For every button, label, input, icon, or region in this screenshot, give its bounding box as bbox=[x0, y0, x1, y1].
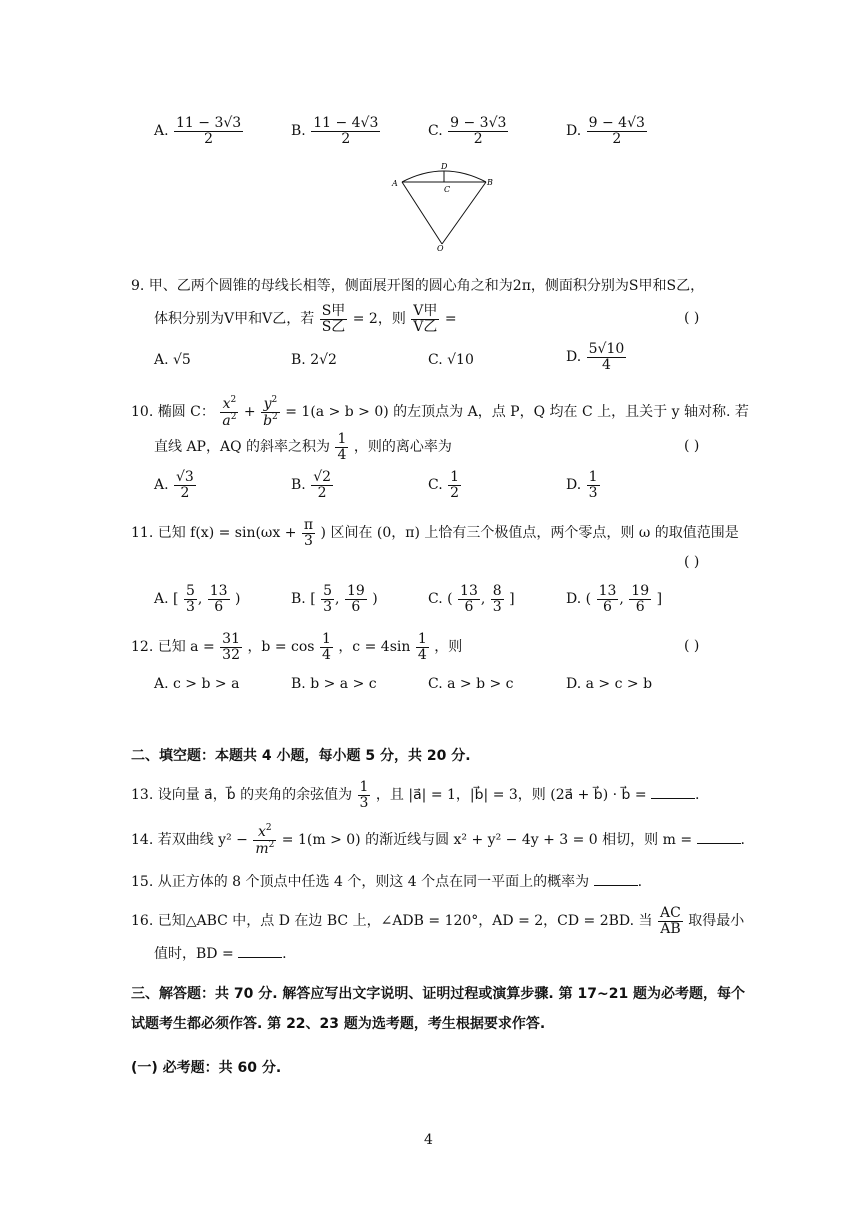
q8-option-c: C. $\frac{9 - 3√3}{2}$ bbox=[428, 115, 507, 147]
q10-line1: 10. 椭圆 C： $\frac{x^2}{a^2}$ + $\frac{y^2}{b^2}$ = 1(a > b > 0) 的左顶点为 A，点 P，Q 均在 C 上，且关于 y 轴对称. 若 bbox=[131, 395, 749, 429]
q12-line1: 12. 已知 a = $\frac{31}{32}$ ，b = cos $\frac{1}{4}$ ，c = 4sin $\frac{1}{4}$ ，则 bbox=[131, 631, 463, 663]
section3-subheading: (一) 必考题：共 60 分. bbox=[131, 1060, 282, 1076]
point-o-label: O bbox=[437, 244, 444, 252]
q10-option-a: A. $\frac{√3}{2}$ bbox=[154, 469, 194, 501]
q11-line1: 11. 已知 f(x) = sin(ωx + $\frac{\pi}{3}$ ) 区间在 (0，π) 上恰有三个极值点，两个零点，则 ω 的取值范围是 bbox=[131, 517, 739, 549]
q16-line2: 值时，BD = . bbox=[154, 946, 287, 962]
q13-line: 13. 设向量 a⃗，b⃗ 的夹角的余弦值为 $\frac{1}{3}$ ，且 |a⃗| = 1，|b⃗| = 3，则 (2a⃗ + b⃗) · b⃗ = . bbox=[131, 779, 700, 811]
q16-line1: 16. 已知△ABC 中，点 D 在边 BC 上，∠ADB = 120°，AD = 2，CD = 2BD. 当 $\frac{AC}{AB}$ 取得最小 bbox=[131, 905, 745, 937]
section3-heading-line2: 试题考生都必须作答. 第 22、23 题为选考题，考生根据要求作答. bbox=[131, 1016, 546, 1032]
q10-option-c: C. $\frac{1}{2}$ bbox=[428, 469, 460, 501]
q11-option-c: C. ( $\frac{13}{6}$ , $\frac{8}{3}$ ] bbox=[428, 583, 515, 615]
q14-answer-blank[interactable] bbox=[697, 831, 741, 844]
q12-option-a: A. c > b > a bbox=[154, 676, 240, 692]
q9-option-a: A. √5 bbox=[154, 352, 191, 368]
q9-line1: 9. 甲、乙两个圆锥的母线长相等，侧面展开图的圆心角之和为2π，侧面积分别为S甲和S乙， bbox=[131, 278, 705, 294]
point-b-label: B bbox=[487, 178, 493, 187]
q11-option-d: D. ( $\frac{13}{6}$ , $\frac{19}{6}$ ] bbox=[566, 583, 663, 615]
q8-option-b: B. $\frac{11 - 4√3}{2}$ bbox=[291, 115, 379, 147]
q10-option-d: D. $\frac{1}{3}$ bbox=[566, 469, 598, 501]
q15-answer-blank[interactable] bbox=[594, 873, 638, 886]
q8-option-a: A. $\frac{11 - 3√3}{2}$ bbox=[154, 115, 242, 147]
q15-line: 15. 从正方体的 8 个顶点中任选 4 个，则这 4 个点在同一平面上的概率为 . bbox=[131, 874, 643, 890]
q9-option-b: B. 2√2 bbox=[291, 352, 337, 368]
q11-option-b: B. [ $\frac{5}{3}$ , $\frac{19}{6}$ ) bbox=[291, 583, 378, 615]
q12-answer-paren: ( ) bbox=[684, 638, 700, 654]
sector-figure bbox=[388, 160, 498, 252]
q12-option-d: D. a > c > b bbox=[566, 676, 653, 692]
point-d-label: D bbox=[441, 162, 448, 171]
q10-answer-paren: ( ) bbox=[684, 438, 700, 454]
section2-heading: 二、填空题：本题共 4 小题，每小题 5 分，共 20 分. bbox=[131, 748, 471, 764]
q11-answer-paren: ( ) bbox=[684, 554, 700, 570]
q8-option-d: D. $\frac{9 - 4√3}{2}$ bbox=[566, 115, 645, 147]
point-a-label: A bbox=[392, 179, 398, 188]
q11-option-a: A. [ $\frac{5}{3}$ , $\frac{13}{6}$ ) bbox=[154, 583, 241, 615]
q14-line: 14. 若双曲线 y² − $\frac{x^2}{m^2}$ = 1(m > 0) 的渐近线与圆 x² + y² − 4y + 3 = 0 相切，则 m = . bbox=[131, 823, 745, 857]
q12-option-c: C. a > b > c bbox=[428, 676, 514, 692]
q10-line2: 直线 AP，AQ 的斜率之积为 $\frac{1}{4}$ ，则的离心率为 bbox=[154, 431, 452, 463]
q9-line2: 体积分别为V甲和V乙，若 $\frac{\text{S甲}}{\text{S乙}}$ = 2，则 $\frac{\text{V甲}}{\text{V乙}}$ = bbox=[154, 303, 457, 335]
q16-answer-blank[interactable] bbox=[238, 945, 282, 958]
q13-answer-blank[interactable] bbox=[651, 786, 695, 799]
q9-option-c: C. √10 bbox=[428, 352, 474, 368]
point-c-label: C bbox=[444, 185, 451, 194]
q9-option-d: D. $\frac{5√10}{4}$ bbox=[566, 341, 625, 373]
q10-option-b: B. $\frac{√2}{2}$ bbox=[291, 469, 332, 501]
q9-answer-paren: ( ) bbox=[684, 310, 700, 326]
q12-option-b: B. b > a > c bbox=[291, 676, 377, 692]
page-number: 4 bbox=[424, 1132, 433, 1148]
section3-heading-line1: 三、解答题：共 70 分. 解答应写出文字说明、证明过程或演算步骤. 第 17~21 题为必考题，每个 bbox=[131, 986, 746, 1002]
